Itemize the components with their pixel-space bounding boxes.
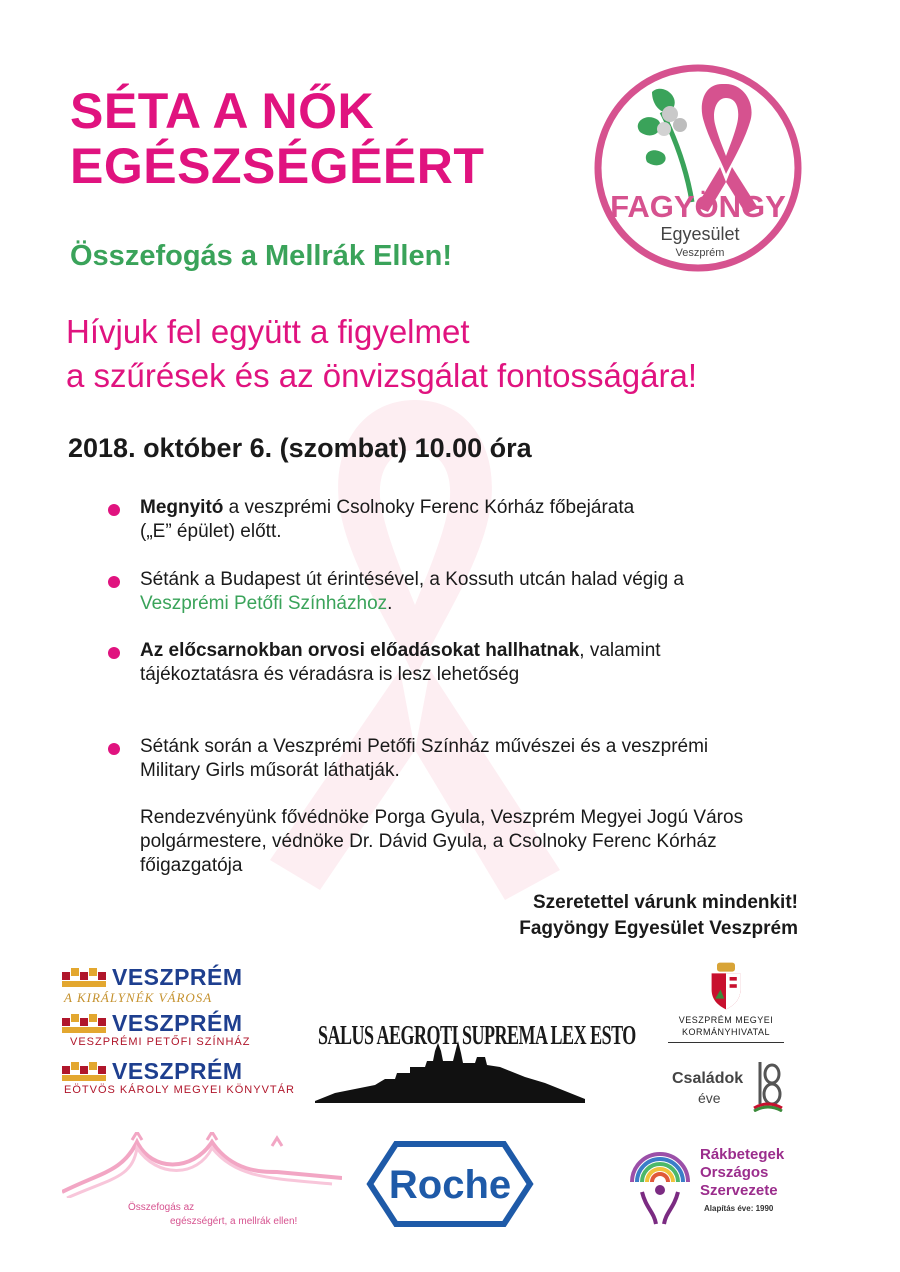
item-text: („E” épület) előtt. — [140, 521, 282, 542]
csaladok-eve-logo — [672, 1058, 784, 1112]
rakbetegek-logo — [628, 1142, 808, 1226]
veszprem-sub: A KIRÁLYNÉK VÁROSA — [64, 990, 213, 1005]
item-text: tájékoztatásra és véradásra is lesz lehetőség — [140, 664, 520, 685]
event-subtitle: Összefogás a Mellrák Ellen! — [70, 240, 452, 272]
patron-line: Rendezvényünk fővédnöke Porga Gyula, Veszprém Megyei Jogú Város — [140, 807, 744, 828]
item-text: Sétánk a Budapest út érintésével, a Kossuth utcán halad végig a — [140, 569, 684, 590]
svg-text:FAGYÖNGY: FAGYÖNGY — [610, 189, 786, 224]
call-to-action — [66, 310, 697, 398]
title-line-2: EGÉSZSÉGÉÉRT — [70, 138, 485, 194]
call-line-2: a szűrések és az önvizsgálat fontosságára! — [66, 357, 698, 394]
item-text: a veszprémi Csolnoky Ferenc Kórház főbejárata — [223, 497, 635, 518]
svg-text:Roche: Roche — [388, 1163, 512, 1207]
patron-line: polgármestere, védnöke Dr. Dávid Gyula, a Csolnoky Ferenc Kórház — [140, 831, 717, 852]
rakbeteg-line: Szervezete — [700, 1182, 778, 1199]
item-text: , valamint — [579, 640, 661, 661]
castle-silhouette — [315, 1013, 585, 1103]
closing-text — [519, 890, 798, 942]
pink-ribbon-arch-icon — [62, 1132, 342, 1198]
veszprem-sub: EÖTVÖS KÁROLY MEGYEI KÖNYVTÁR — [64, 1084, 295, 1096]
divider — [668, 1042, 784, 1043]
veszprem-name: VESZPRÉM — [112, 1058, 243, 1084]
veszprem-name: VESZPRÉM — [112, 964, 243, 990]
veszprem-sub: VESZPRÉMI PETŐFI SZÍNHÁZ — [70, 1036, 251, 1048]
bullet-icon — [108, 743, 120, 755]
rakbeteg-line: Rákbetegek — [700, 1146, 785, 1163]
bullet-icon — [108, 576, 120, 588]
family-figure-icon — [752, 1058, 784, 1112]
rainbow-figure-icon — [628, 1142, 692, 1226]
fagyongy-logo — [592, 62, 804, 274]
closing-line-2: Fagyöngy Egyesület Veszprém — [519, 918, 798, 939]
closing-line-1: Szeretettel várunk mindenkit! — [532, 892, 798, 913]
item-text: . — [387, 593, 393, 614]
rakbeteg-line: Országos — [700, 1164, 769, 1181]
crown-icon — [62, 1062, 106, 1082]
founding-year: Alapítás éve: 1990 — [704, 1204, 774, 1213]
bullet-icon — [108, 647, 120, 659]
item-text: Military Girls műsorát láthatják. — [140, 760, 400, 781]
patron-line: főigazgatója — [140, 855, 243, 876]
crown-icon — [62, 968, 106, 988]
event-date: 2018. október 6. (szombat) 10.00 óra — [68, 433, 532, 463]
salus-motto: SALUS AEGROTI SUPREMA LEX ESTO — [318, 1020, 636, 1050]
item-text: Sétánk során a Veszprémi Petőfi Színház művészei és a veszprémi — [140, 736, 709, 757]
osszefogas-logo — [62, 1132, 342, 1232]
svg-text:Veszprém: Veszprém — [675, 247, 725, 259]
kormany-line-1: VESZPRÉM MEGYEI — [678, 1015, 774, 1025]
call-line-1: Hívjuk fel együtt a figyelmet — [66, 313, 470, 350]
coat-of-arms-icon — [708, 962, 744, 1010]
csaladok-text: Családok — [672, 1070, 744, 1087]
event-title — [70, 84, 484, 194]
osszefogas-line-1: Összefogás az — [128, 1202, 195, 1213]
osszefogas-line-2: egészségért, a mellrák ellen! — [170, 1216, 298, 1227]
bullet-icon — [108, 504, 120, 516]
roche-logo — [366, 1140, 534, 1228]
title-line-1: SÉTA A NŐK — [70, 83, 375, 139]
kormany-line-2: KORMÁNYHIVATAL — [681, 1027, 770, 1037]
svg-text:Egyesület: Egyesület — [660, 224, 740, 244]
eve-text: éve — [698, 1090, 721, 1106]
theatre-name: Veszprémi Petőfi Színházhoz — [140, 593, 388, 614]
item-bold: Megnyitó — [140, 497, 224, 518]
kormanyhivatal-logo — [668, 962, 784, 1043]
veszprem-name: VESZPRÉM — [112, 1010, 243, 1036]
item-bold: Az előcsarnokban orvosi előadásokat hallhatnak — [140, 640, 580, 661]
crown-icon — [62, 1014, 106, 1034]
